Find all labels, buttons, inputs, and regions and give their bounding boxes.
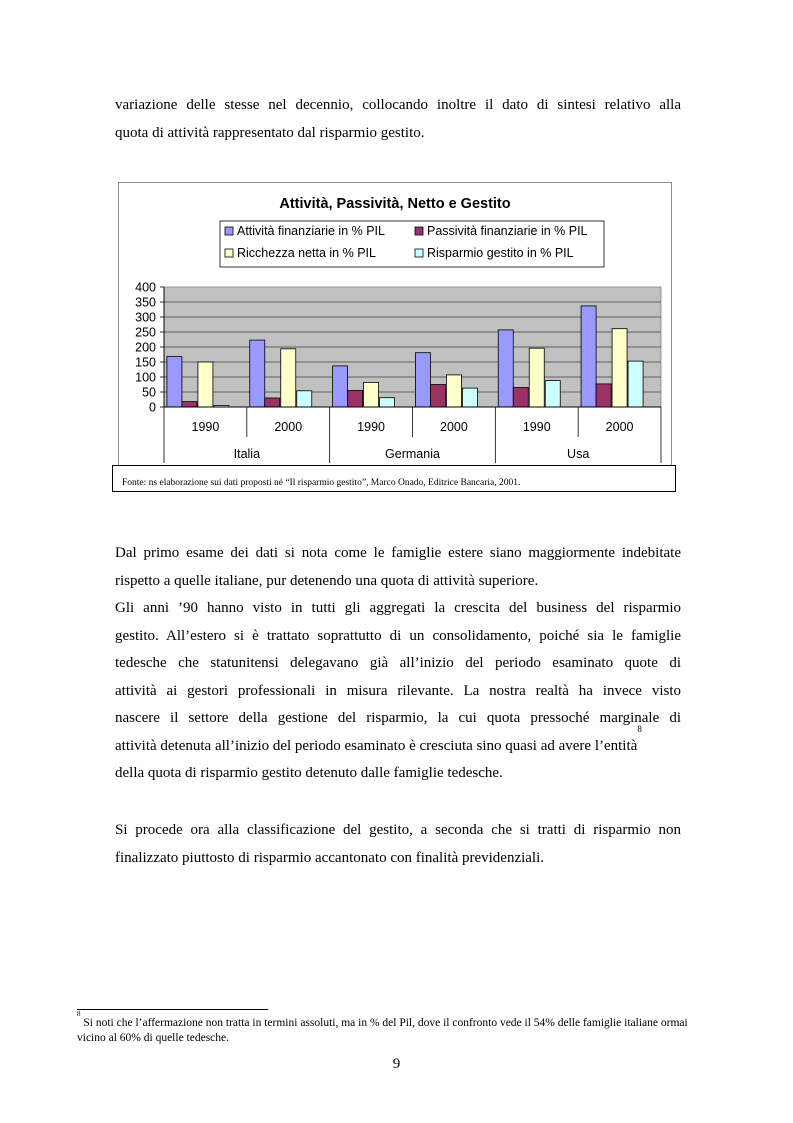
bar bbox=[380, 398, 395, 407]
footnote bbox=[77, 1010, 717, 1046]
text-line: attività ai gestori professionali in misura rilevante. La nostra realtà ha invece visto bbox=[115, 682, 681, 699]
text-line: della quota di risparmio gestito detenuto dalle famiglie tedesche. bbox=[115, 765, 503, 781]
text-line: Si procede ora alla classificazione del gestito, a seconda che si tratti di risparmio non bbox=[115, 822, 681, 838]
bar bbox=[415, 353, 430, 407]
y-tick-label: 100 bbox=[135, 370, 156, 385]
bar bbox=[281, 349, 296, 407]
y-tick-label: 200 bbox=[135, 340, 156, 355]
x-tick-label: 2000 bbox=[274, 420, 303, 434]
footnote-text: Si noti che l’affermazione non tratta in termini assoluti, ma in % del Pil, dove il confronto vede il 54% delle famiglie italiane ormai vicino al 60% di quelle tedesche. bbox=[77, 1017, 688, 1044]
bar bbox=[545, 381, 560, 407]
text-line: Gli anni ’90 hanno visto in tutti gli aggregati la crescita del business del risparmio bbox=[115, 600, 681, 616]
group-label: Italia bbox=[233, 447, 261, 461]
bar bbox=[348, 391, 363, 408]
x-tick-label: 2000 bbox=[440, 420, 468, 434]
y-tick-label: 300 bbox=[135, 310, 156, 325]
bar bbox=[250, 340, 265, 407]
y-tick-label: 400 bbox=[135, 280, 156, 295]
footnote-divider bbox=[77, 1009, 268, 1010]
bar bbox=[498, 330, 513, 407]
bar bbox=[198, 362, 213, 407]
legend-label: Ricchezza netta in % PIL bbox=[237, 246, 376, 260]
bar bbox=[167, 357, 182, 407]
text-line: rispetto a quelle italiane, pur detenendo una quota di attività superiore. bbox=[115, 572, 539, 589]
bar bbox=[333, 366, 348, 407]
footnote-reference: 8 bbox=[637, 723, 642, 734]
legend-swatch bbox=[225, 249, 233, 257]
x-tick-label: 1990 bbox=[357, 420, 385, 434]
source-note: Fonte: ns elaborazione sui dati proposti né “Il risparmio gestito”, Marco Onado, Editrice Bancaria, 2001. bbox=[122, 478, 521, 488]
y-tick-label: 250 bbox=[135, 325, 156, 340]
legend-swatch bbox=[415, 227, 423, 235]
plot-area bbox=[135, 281, 661, 464]
bar bbox=[612, 329, 627, 407]
intro-paragraph bbox=[115, 92, 681, 147]
x-tick-label: 2000 bbox=[605, 420, 634, 434]
text-line: variazione delle stesse nel decennio, collocando inoltre il dato di sintesi relativo alla bbox=[115, 97, 681, 113]
body-paragraph-2 bbox=[115, 817, 681, 872]
text-segment: attività detenuta all’inizio del periodo esaminato è cresciuta sino quasi ad avere l’entità bbox=[115, 737, 638, 754]
chart-title: Attività, Passività, Netto e Gestito bbox=[279, 196, 511, 212]
chart-container bbox=[118, 182, 672, 476]
y-tick-label: 350 bbox=[135, 295, 156, 310]
bar bbox=[513, 388, 528, 408]
source-note-box bbox=[112, 465, 676, 492]
bar bbox=[596, 384, 611, 407]
bar bbox=[182, 402, 197, 407]
bar bbox=[265, 398, 280, 407]
bar-chart bbox=[119, 183, 671, 475]
bar bbox=[446, 375, 461, 407]
legend-swatch bbox=[415, 249, 423, 257]
bar bbox=[462, 388, 477, 407]
bar bbox=[364, 382, 379, 407]
legend-label: Attività finanziarie in % PIL bbox=[237, 224, 385, 238]
group-label: Usa bbox=[567, 447, 590, 461]
legend-swatch bbox=[225, 227, 233, 235]
text-line bbox=[115, 723, 681, 761]
bar bbox=[581, 306, 596, 407]
text-line: tedesche che statunitensi delegavano già all’inizio del periodo esaminato quote di bbox=[115, 655, 681, 671]
page-number: 9 bbox=[392, 1056, 401, 1072]
bar bbox=[430, 385, 445, 408]
legend-label: Risparmio gestito in % PIL bbox=[427, 246, 574, 260]
y-tick-label: 50 bbox=[142, 385, 156, 400]
bar bbox=[297, 391, 312, 407]
text-line: quota di attività rappresentato dal risparmio gestito. bbox=[115, 124, 425, 141]
y-tick-label: 0 bbox=[149, 400, 156, 415]
x-tick-label: 1990 bbox=[191, 420, 220, 434]
bar bbox=[529, 348, 544, 407]
text-line: gestito. All’estero si è trattato soprattutto di un consolidamento, poiché sia le famiglie bbox=[115, 627, 681, 644]
text-line: nascere il settore della gestione del risparmio, la cui quota pressoché marginale di bbox=[115, 710, 681, 726]
footnote-number: 8 bbox=[77, 1010, 81, 1018]
legend-label: Passività finanziarie in % PIL bbox=[427, 224, 588, 238]
x-tick-label: 1990 bbox=[522, 420, 551, 434]
group-label: Germania bbox=[385, 447, 440, 461]
text-line: Dal primo esame dei dati si nota come le famiglie estere siano maggiormente indebitate bbox=[115, 545, 681, 561]
chart-legend bbox=[220, 221, 604, 267]
body-paragraph-1 bbox=[115, 540, 681, 788]
bar bbox=[628, 361, 643, 407]
text-line: finalizzato piuttosto di risparmio accantonato con finalità previdenziali. bbox=[115, 849, 545, 866]
y-tick-label: 150 bbox=[135, 355, 156, 370]
